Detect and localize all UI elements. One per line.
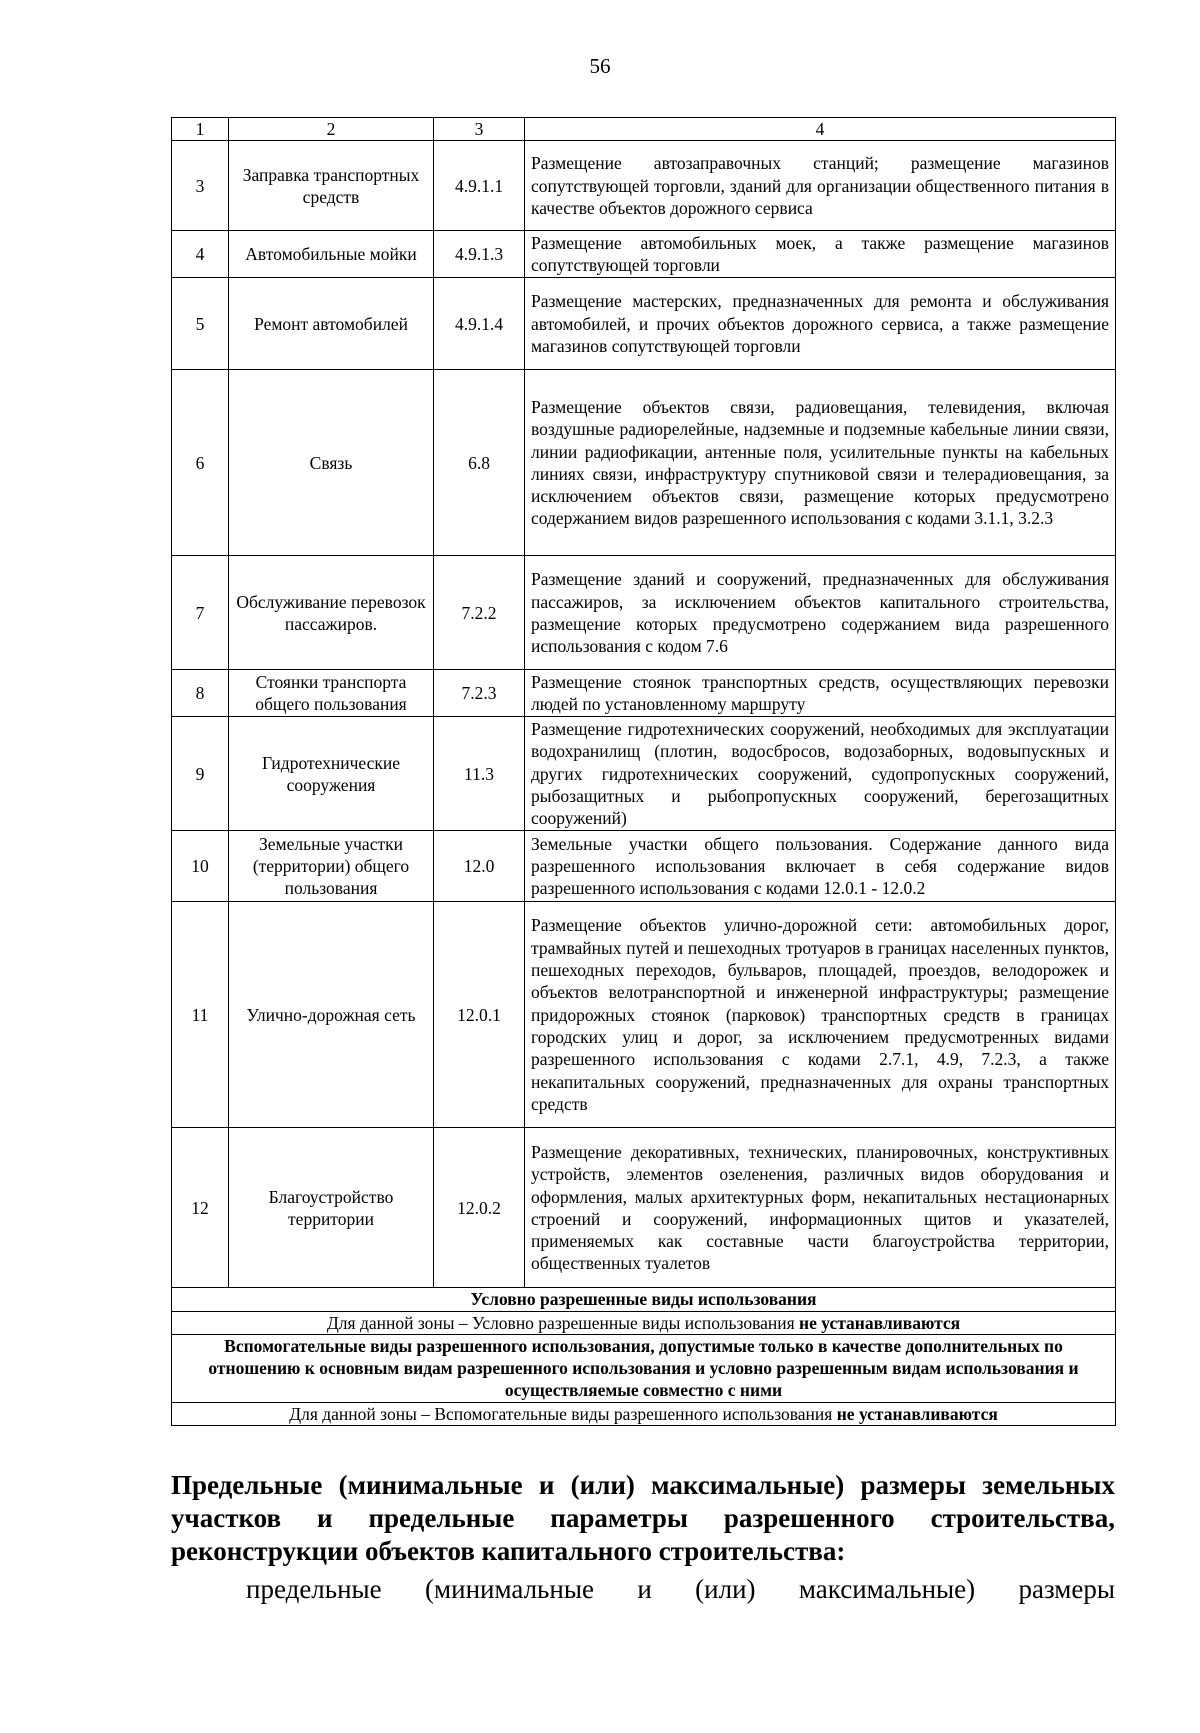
note-text: Для данной зоны – Условно разрешенные виды использования [326,1312,800,1333]
use-type-code: 6.8 [434,370,525,556]
note-emphasis: не устанавливаются [836,1403,998,1424]
use-type-code: 12.0.2 [434,1128,525,1288]
column-header: 3 [434,118,525,141]
conditional-uses-note [172,1311,1116,1334]
section-heading-row [172,1334,1116,1402]
use-type-name: Автомобильные мойки [229,231,434,278]
note-emphasis: не устанавливаются [799,1312,961,1333]
row-number: 6 [172,370,229,556]
row-number: 10 [172,831,229,902]
use-type-name: Благоустройство территории [229,1128,434,1288]
body-paragraph: предельные (минимальные и (или) максимальные) размеры [246,1574,1115,1604]
conditional-uses-heading: Условно разрешенные виды использования [172,1288,1116,1311]
row-number: 3 [172,141,229,231]
row-number: 12 [172,1128,229,1288]
table-row [172,141,1116,231]
use-type-code: 12.0 [434,831,525,902]
use-type-name: Ремонт автомобилей [229,278,434,370]
use-type-description: Размещение декоративных, технических, планировочных, конструктивных устройств, элементов озеленения, различных видов оборудования и оформления, малых архитектурных форм, некапитальных нестационарных строений и сооружений, информационных щитов и указателей, применяемых как составные части благоустройства территории, общественных туалетов [525,1128,1116,1288]
row-number: 5 [172,278,229,370]
use-type-description: Размещение автозаправочных станций; размещение магазинов сопутствующей торговли, зданий для организации общественного питания в качестве объектов дорожного сервиса [525,141,1116,231]
table-row [172,717,1116,831]
use-type-name: Улично-дорожная сеть [229,902,434,1128]
table-row [172,231,1116,278]
use-type-description: Размещение гидротехнических сооружений, необходимых для эксплуатации водохранилищ (плотин, водосбросов, водозаборных, водовыпускных и других гидротехнических сооружений, судопропускных сооружений, рыбозащитных и рыбопропускных сооружений, берегозащитных сооружений) [525,717,1116,831]
row-number: 8 [172,670,229,717]
use-type-name: Земельные участки (территории) общего пользования [229,831,434,902]
note-text: Для данной зоны – Вспомогательные виды разрешенного использования [289,1403,837,1424]
use-type-description: Размещение объектов улично-дорожной сети: автомобильных дорог, трамвайных путей и пешеходных тротуаров в границах населенных пунктов, пешеходных переходов, бульваров, площадей, проездов, велодорожек и объектов велотранспортной и инженерной инфраструктуры; размещение придорожных стоянок (парковок) транспортных средств в границах городских улиц и дорог, за исключением предусмотренных видами разрешенного использования с кодами 2.7.1, 4.9, 7.2.3, а также некапитальных сооружений, предназначенных для охраны транспортных средств [525,902,1116,1128]
note-row [172,1402,1116,1425]
use-type-name: Стоянки транспорта общего пользования [229,670,434,717]
table-row [172,278,1116,370]
column-header: 1 [172,118,229,141]
use-type-description: Размещение стоянок транспортных средств, осуществляющих перевозки людей по установленному маршруту [525,670,1116,717]
table-row [172,1128,1116,1288]
use-type-code: 4.9.1.1 [434,141,525,231]
row-number: 9 [172,717,229,831]
use-type-description: Размещение автомобильных моек, а также размещение магазинов сопутствующей торговли [525,231,1116,278]
land-use-table [171,117,1116,1426]
column-header: 4 [525,118,1116,141]
auxiliary-uses-note [172,1402,1116,1425]
table-row [172,902,1116,1128]
use-type-code: 4.9.1.4 [434,278,525,370]
use-type-code: 7.2.2 [434,556,525,670]
row-number: 7 [172,556,229,670]
use-type-name: Гидротехнические сооружения [229,717,434,831]
use-type-description: Земельные участки общего пользования. Содержание данного вида разрешенного использования включает в себя содержание видов разрешенного использования с кодами 12.0.1 - 12.0.2 [525,831,1116,902]
page-number: 56 [589,54,611,78]
use-type-description: Размещение объектов связи, радиовещания, телевидения, включая воздушные радиорелейные, надземные и подземные кабельные линии связи, линии радиофикации, антенные поля, усилительные пункты на кабельных линиях связи, инфраструктуру спутниковой связи и телерадиовещания, за исключением объектов связи, размещение которых предусмотрено содержанием видов разрешенного использования с кодами 3.1.1, 3.2.3 [525,370,1116,556]
use-type-code: 12.0.1 [434,902,525,1128]
table-row [172,370,1116,556]
table-header-row [172,118,1116,141]
row-number: 11 [172,902,229,1128]
auxiliary-uses-heading: Вспомогательные виды разрешенного использования, допустимые только в качестве дополнительных по отношению к основным видам разрешенного использования и условно разрешенным видам использования и осуществляемые совместно с ними [172,1334,1116,1402]
use-type-name: Связь [229,370,434,556]
row-number: 4 [172,231,229,278]
use-type-code: 4.9.1.3 [434,231,525,278]
use-type-name: Заправка транспортных средств [229,141,434,231]
table-row [172,556,1116,670]
use-type-name: Обслуживание перевозок пассажиров. [229,556,434,670]
use-type-code: 11.3 [434,717,525,831]
section-heading: Предельные (минимальные и (или) максимальные) размеры земельных участков и предельные параметры разрешенного строительства, реконструкции объектов капитального строительства: [171,1470,1115,1566]
table-row [172,831,1116,902]
use-type-description: Размещение мастерских, предназначенных для ремонта и обслуживания автомобилей, и прочих объектов дорожного сервиса, а также размещение магазинов сопутствующей торговли [525,278,1116,370]
use-type-code: 7.2.3 [434,670,525,717]
column-header: 2 [229,118,434,141]
use-type-description: Размещение зданий и сооружений, предназначенных для обслуживания пассажиров, за исключением объектов капитального строительства, размещение которых предусмотрено содержанием вида разрешенного использования с кодом 7.6 [525,556,1116,670]
note-row [172,1311,1116,1334]
section-heading-row [172,1288,1116,1311]
table-row [172,670,1116,717]
